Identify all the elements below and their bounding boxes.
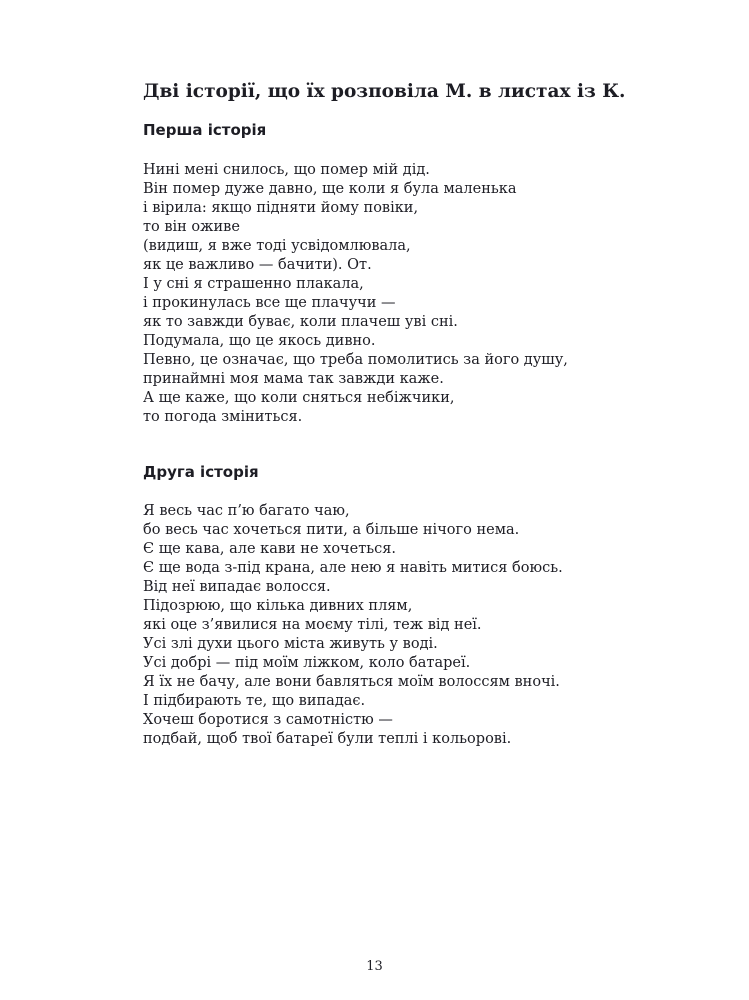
section-heading-first-story: Перша історія bbox=[143, 121, 267, 139]
section-heading-second-story: Друга історія bbox=[143, 463, 259, 481]
poem-line: Усі добрі — під моїм ліжком, коло батареї. bbox=[143, 655, 471, 671]
poem-line: Я їх не бачу, але вони бавляться моїм волоссям вночі. bbox=[143, 674, 560, 690]
page-number: 13 bbox=[366, 959, 383, 974]
poem-line: (видиш, я вже тоді усвідомлювала, bbox=[143, 238, 411, 254]
poem-line: Усі злі духи цього міста живуть у воді. bbox=[143, 636, 438, 652]
poem-title: Дві історії, що їх розповіла М. в листах із К. bbox=[143, 81, 626, 102]
poem-line: Є ще вода з-під крана, але нею я навіть митися боюсь. bbox=[143, 560, 563, 576]
poem-line: А ще каже, що коли сняться небіжчики, bbox=[143, 390, 455, 406]
poem-line: Він помер дуже давно, ще коли я була маленька bbox=[143, 181, 517, 197]
poem-line: бо весь час хочеться пити, а більше нічого нема. bbox=[143, 522, 520, 538]
poem-line: Певно, це означає, що треба помолитись за його душу, bbox=[143, 352, 568, 368]
poem-line: то погода зміниться. bbox=[143, 409, 303, 425]
poem-line: Від неї випадає волосся. bbox=[143, 579, 331, 595]
poem-line: як це важливо — бачити). От. bbox=[143, 257, 372, 273]
poem-line: Є ще кава, але кави не хочеться. bbox=[143, 541, 397, 557]
poem-line: Я весь час п’ю багато чаю, bbox=[143, 503, 350, 519]
poem-line: подбай, щоб твої батареї були теплі і кольорові. bbox=[143, 731, 512, 747]
poem-line: то він оживе bbox=[143, 219, 240, 235]
poem-line: і вірила: якщо підняти йому повіки, bbox=[143, 200, 419, 216]
poem-line: які оце з’явилися на моєму тілі, теж від неї. bbox=[143, 617, 482, 633]
poem-line: і прокинулась все ще плачучи — bbox=[143, 295, 396, 311]
poem-line: Нині мені снилось, що помер мій дід. bbox=[143, 162, 430, 178]
poem-line: принаймні моя мама так завжди каже. bbox=[143, 371, 444, 387]
poem-line: Підозрюю, що кілька дивних плям, bbox=[143, 598, 413, 614]
poem-line: Хочеш боротися з самотністю — bbox=[143, 712, 393, 728]
poem-line: І у сні я страшенно плакала, bbox=[143, 276, 364, 292]
poem-line: як то завжди буває, коли плачеш уві сні. bbox=[143, 314, 458, 330]
poem-second-story bbox=[143, 502, 563, 749]
poem-line: І підбирають те, що випадає. bbox=[143, 693, 366, 709]
poem-line: Подумала, що це якось дивно. bbox=[143, 333, 376, 349]
poem-first-story bbox=[143, 161, 568, 427]
